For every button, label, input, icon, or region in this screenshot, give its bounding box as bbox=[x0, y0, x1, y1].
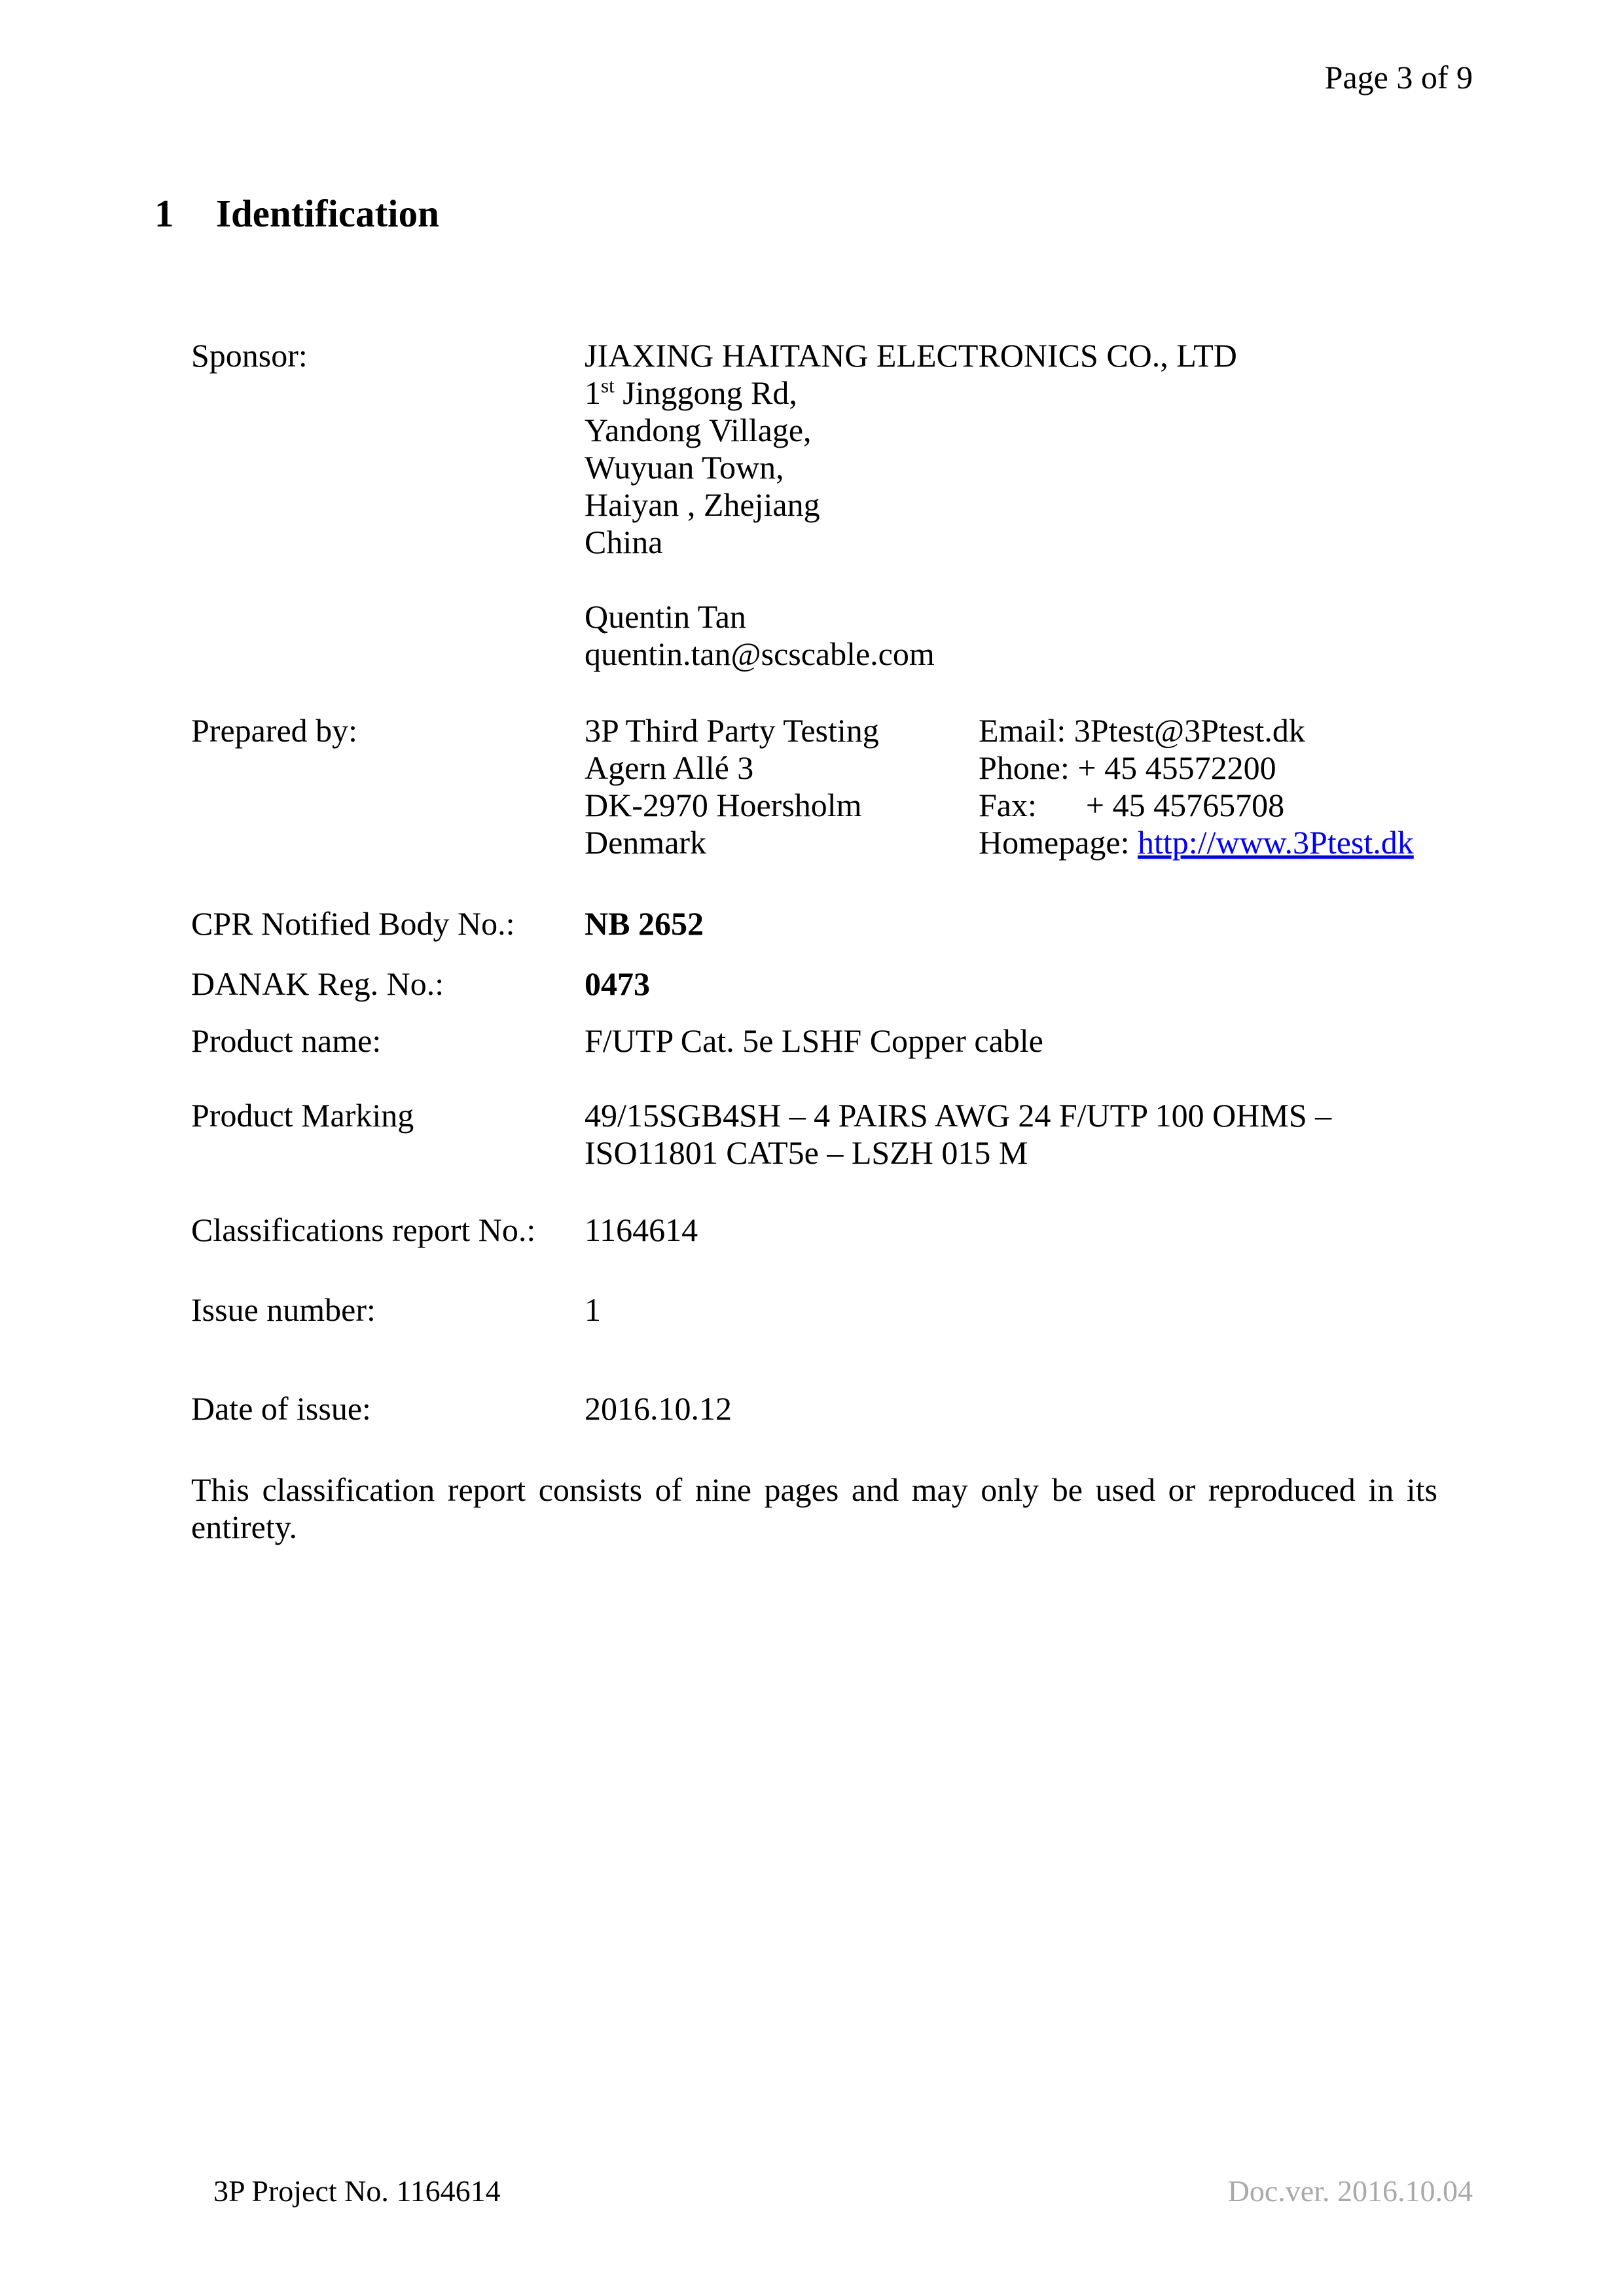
section-title: Identification bbox=[216, 192, 439, 235]
homepage-link[interactable]: http://www.3Ptest.dk bbox=[1137, 824, 1414, 861]
sponsor-label: Sponsor: bbox=[191, 337, 308, 374]
homepage-label: Homepage: bbox=[979, 824, 1138, 861]
section-number: 1 bbox=[154, 192, 174, 235]
prepared-by-label: Prepared by: bbox=[191, 712, 358, 749]
lab-fax-line: Fax: + 45 45765708 bbox=[979, 787, 1285, 823]
prepared-by-address-block bbox=[585, 712, 879, 861]
sponsor-contact-email: quentin.tan@scscable.com bbox=[585, 636, 935, 672]
ordinal-superscript: st bbox=[601, 374, 615, 397]
sponsor-address-line: Yandong Village, bbox=[585, 412, 812, 448]
lab-email-line: Email: 3Ptest@3Ptest.dk bbox=[979, 712, 1305, 749]
field-label-danak-reg-no: DANAK Reg. No.: bbox=[191, 965, 444, 1002]
field-value-date-of-issue: 2016.10.12 bbox=[585, 1390, 732, 1427]
field-value-product-marking: 49/15SGB4SH – 4 PAIRS AWG 24 F/UTP 100 OHMS – ISO11801 CAT5e – LSZH 015 M bbox=[585, 1097, 1332, 1171]
field-value-product-name: F/UTP Cat. 5e LSHF Copper cable bbox=[585, 1022, 1043, 1059]
sponsor-address-line bbox=[585, 374, 1237, 412]
lab-address-line: Denmark bbox=[585, 824, 707, 861]
field-value-classifications-report-no: 1164614 bbox=[585, 1211, 698, 1248]
field-value-cpr-notified-body: NB 2652 bbox=[585, 905, 704, 942]
sponsor-contact-name: Quentin Tan bbox=[585, 598, 746, 635]
field-label-issue-number: Issue number: bbox=[191, 1291, 376, 1328]
footer-doc-version: Doc.ver. 2016.10.04 bbox=[1227, 2174, 1473, 2208]
field-label-cpr-notified-body: CPR Notified Body No.: bbox=[191, 905, 515, 942]
field-label-classifications-report-no: Classifications report No.: bbox=[191, 1211, 536, 1248]
section-heading bbox=[154, 191, 439, 236]
field-value-issue-number: 1 bbox=[585, 1291, 601, 1328]
field-label-product-name: Product name: bbox=[191, 1022, 382, 1059]
page-number: Page 3 of 9 bbox=[1324, 59, 1473, 96]
sponsor-company: JIAXING HAITANG ELECTRONICS CO., LTD bbox=[585, 337, 1237, 374]
field-label-date-of-issue: Date of issue: bbox=[191, 1390, 371, 1427]
note-paragraph: This classification report consists of nine pages and may only be used or reproduced in its entirety. bbox=[191, 1471, 1437, 1545]
field-value-danak-reg-no: 0473 bbox=[585, 965, 650, 1002]
prepared-by-contact-block bbox=[979, 712, 1414, 861]
lab-address-line: Agern Allé 3 bbox=[585, 749, 754, 786]
lab-address-line: DK-2970 Hoersholm bbox=[585, 787, 862, 823]
address-number: 1 bbox=[585, 374, 601, 411]
sponsor-address-line: Wuyuan Town, bbox=[585, 449, 784, 486]
address-street: Jinggong Rd, bbox=[614, 374, 797, 411]
lab-phone-line: Phone: + 45 45572200 bbox=[979, 749, 1276, 786]
lab-name: 3P Third Party Testing bbox=[585, 712, 879, 749]
lab-homepage-line bbox=[979, 824, 1414, 861]
field-label-product-marking: Product Marking bbox=[191, 1097, 414, 1134]
footer-project-number: 3P Project No. 1164614 bbox=[213, 2174, 501, 2208]
sponsor-address-block bbox=[585, 337, 1237, 673]
sponsor-address-line: China bbox=[585, 524, 663, 560]
sponsor-address-line: Haiyan , Zhejiang bbox=[585, 486, 820, 523]
